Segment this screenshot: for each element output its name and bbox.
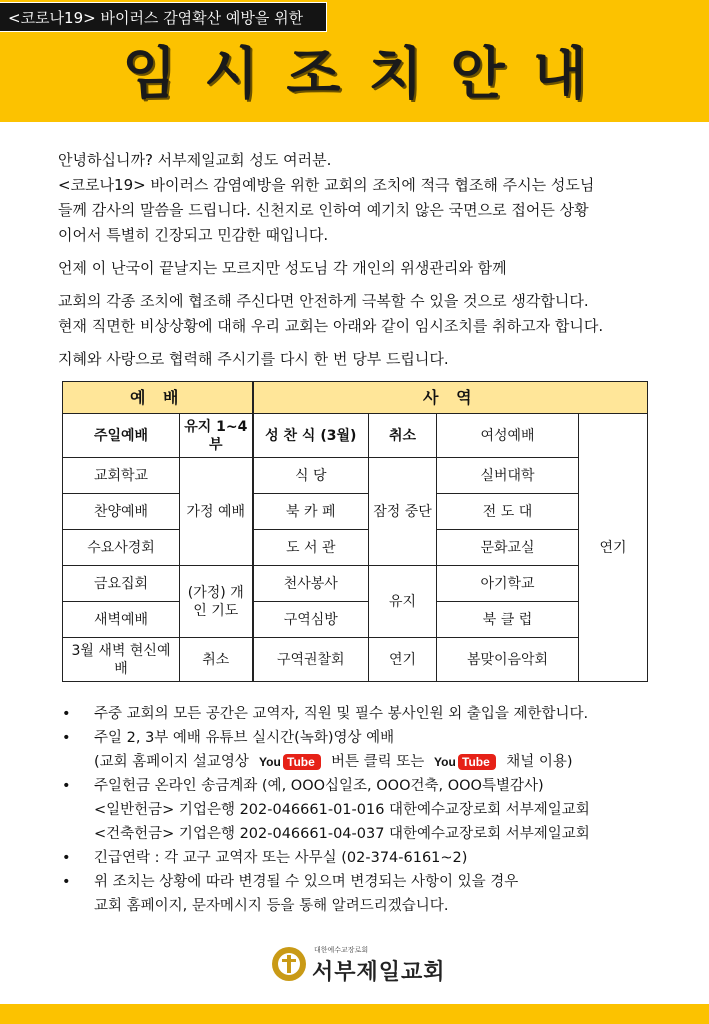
logo-name: 서부제일교회 [312, 960, 446, 985]
table-cell: 취소 [180, 638, 253, 682]
intro-line: 안녕하십니까? 서부제일교회 성도 여러분. [58, 151, 332, 169]
table-cell: 식 당 [253, 458, 369, 494]
table-cell-suspend: 잠정 중단 [369, 458, 437, 566]
table-cell-maintain: 유지 [369, 566, 437, 638]
list-item: <건축헌금> 기업은행 202-046661-04-037 대한예수교장로회 서부제일교회 [94, 826, 590, 842]
intro-line: 이어서 특별히 긴장되고 민감한 때입니다. [58, 226, 329, 244]
table-cell: 금요집회 [63, 566, 180, 602]
notes-list [62, 702, 672, 918]
church-logo [272, 943, 446, 985]
list-item: • 긴급연락 : 각 교구 교역자 또는 사무실 (02-374-6161~2) [62, 850, 468, 866]
list-item: <일반헌금> 기업은행 202-046661-01-016 대한예수교장로회 서부제일교회 [94, 802, 590, 818]
logo-subtitle: 대한예수교장로회 [314, 946, 369, 954]
youtube-logo-icon[interactable] [257, 753, 323, 771]
table-head-worship: 예 배 [63, 382, 253, 414]
table-cell: 아기학교 [437, 566, 579, 602]
svg-text:Tube: Tube [462, 755, 490, 769]
table-cell-home-prayer: (가정) 개인 기도 [180, 566, 253, 638]
table-cell: 유지 1~4부 [180, 414, 253, 458]
list-item: • 주일 2, 3부 예배 유튜브 실시간(녹화)영상 예배 [62, 730, 395, 746]
table-cell: 구역권찰회 [253, 638, 369, 682]
intro-line: 현재 직면한 비상상황에 대해 우리 교회는 아래와 같이 임시조치를 취하고자 합니다. [58, 317, 604, 335]
intro-line: 교회의 각종 조치에 협조해 주신다면 안전하게 극복할 수 있을 것으로 생각합니다. [58, 292, 589, 310]
table-cell: 도 서 관 [253, 530, 369, 566]
table-cell: 찬양예배 [63, 494, 180, 530]
table-cell: 전 도 대 [437, 494, 579, 530]
schedule-table [62, 381, 648, 682]
table-cell: 주일예배 [63, 414, 180, 458]
table-cell: 취소 [369, 414, 437, 458]
list-item: (교회 홈페이지 설교영상 You Tube 버튼 클릭 또는 You Tube 채널 이용) [94, 754, 573, 770]
table-cell: 새벽예배 [63, 602, 180, 638]
list-item: 교회 홈페이지, 문자메시지 등을 통해 알려드리겠습니다. [94, 898, 449, 914]
list-item: • 위 조치는 상황에 따라 변경될 수 있으며 변경되는 사항이 있을 경우 [62, 874, 519, 890]
table-cell: 연기 [369, 638, 437, 682]
table-cell: 교회학교 [63, 458, 180, 494]
page-title: 임시조치안내 [122, 42, 615, 107]
intro-line: 들께 감사의 말씀을 드립니다. 신천지로 인하여 예기치 않은 국면으로 접어든 상황 [58, 201, 589, 219]
table-cell: 실버대학 [437, 458, 579, 494]
svg-text:You: You [258, 755, 281, 769]
svg-text:Tube: Tube [286, 755, 315, 769]
table-head-ministry: 사 역 [253, 382, 648, 414]
intro-line: <코로나19> 바이러스 감염예방을 위한 교회의 조치에 적극 협조해 주시는 성도님 [58, 176, 595, 194]
intro-line: 지혜와 사랑으로 협력해 주시기를 다시 한 번 당부 드립니다. [58, 350, 449, 368]
intro-line: 언제 이 난국이 끝날지는 모르지만 성도님 각 개인의 위생관리와 함께 [58, 259, 507, 277]
svg-text:You: You [434, 755, 456, 769]
header-banner [0, 0, 709, 122]
table-cell: 여성예배 [437, 414, 579, 458]
table-cell: 성 찬 식 (3월) [253, 414, 369, 458]
table-cell-postpone: 연기 [579, 414, 648, 682]
table-cell: 3월 새벽 현신예배 [63, 638, 180, 682]
table-cell: 문화교실 [437, 530, 579, 566]
table-cell: 수요사경회 [63, 530, 180, 566]
table-cell: 봄맞이음악회 [437, 638, 579, 682]
church-emblem-icon [272, 947, 306, 981]
header-tag: <코로나19> 바이러스 감염확산 예방을 위한 [0, 2, 327, 32]
table-cell-home-worship: 가정 예배 [180, 458, 253, 566]
table-cell: 북 카 페 [253, 494, 369, 530]
footer-bar [0, 1004, 709, 1024]
table-cell: 북 클 럽 [437, 602, 579, 638]
table-cell: 구역심방 [253, 602, 369, 638]
list-item: • 주중 교회의 모든 공간은 교역자, 직원 및 필수 봉사인원 외 출입을 제한합니다. [62, 706, 589, 722]
list-item: • 주일헌금 온라인 송금계좌 (예, OOO십일조, OOO건축, OOO특별감사) [62, 778, 544, 794]
table-cell: 천사봉사 [253, 566, 369, 602]
intro-text [58, 148, 668, 372]
youtube-logo-icon[interactable] [432, 753, 498, 771]
